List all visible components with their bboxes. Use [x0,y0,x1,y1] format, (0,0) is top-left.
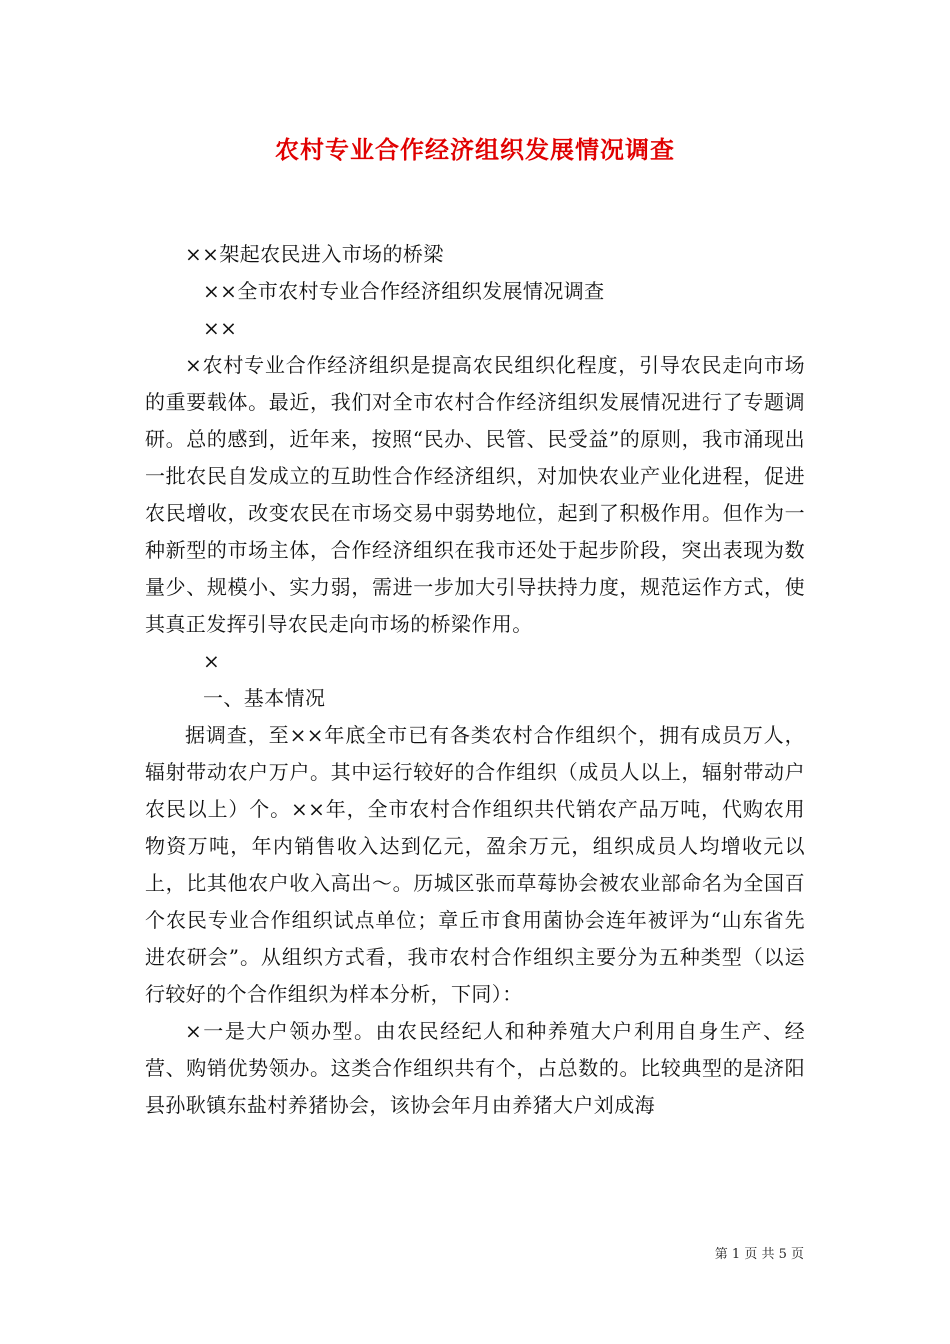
paragraph: 据调查，至××年底全市已有各类农村合作组织个，拥有成员万人，辐射带动农户万户。其中运行较好的合作组织（成员人以上，辐射带动户农民以上）个。××年，全市农村合作组织共代销农产品万吨，代购农用物资万吨，年内销售收入达到亿元，盈余万元，组织成员人均增收元以上，比其他农户收入高出～。历城区张而草莓协会被农业部命名为全国百个农民专业合作组织试点单位；章丘市食用菌协会连年被评为“山东省先进农研会”。从组织方式看，我市农村合作组织主要分为五种类型（以运行较好的个合作组织为样本分析，下同）： [145,723,805,1006]
paragraph: × [203,649,221,673]
paragraph: ××架起农民进入市场的桥梁 [185,242,444,266]
paragraph: ×农村专业合作经济组织是提高农民组织化程度，引导农民走向市场的重要载体。最近，我们对全市农村合作经济组织发展情况进行了专题调研。总的感到，近年来，按照“民办、民管、民受益”的原则，我市涌现出一批农民自发成立的互助性合作经济组织，对加快农业产业化进程，促进农民增收，改变农民在市场交易中弱势地位，起到了积极作用。但作为一种新型的市场主体，合作经济组织在我市还处于起步阶段，突出表现为数量少、规模小、实力弱，需进一步加大引导扶持力度，规范运作方式，使其真正发挥引导农民走向市场的桥梁作用。 [145,353,805,636]
paragraph: ×× [203,316,238,340]
document-body [145,236,805,1124]
page-number: 第 1 页 共 5 页 [714,1247,804,1262]
paragraph: ××全市农村专业合作经济组织发展情况调查 [203,279,605,303]
document-title: 农村专业合作经济组织发展情况调查 [275,135,675,164]
section-heading: 一、基本情况 [203,686,326,710]
paragraph: ×一是大户领办型。由农民经纪人和种养殖大户利用自身生产、经营、购销优势领办。这类合作组织共有个，占总数的。比较典型的是济阳县孙耿镇东盐村养猪协会，该协会年月由养猪大户刘成海 [145,1019,805,1117]
